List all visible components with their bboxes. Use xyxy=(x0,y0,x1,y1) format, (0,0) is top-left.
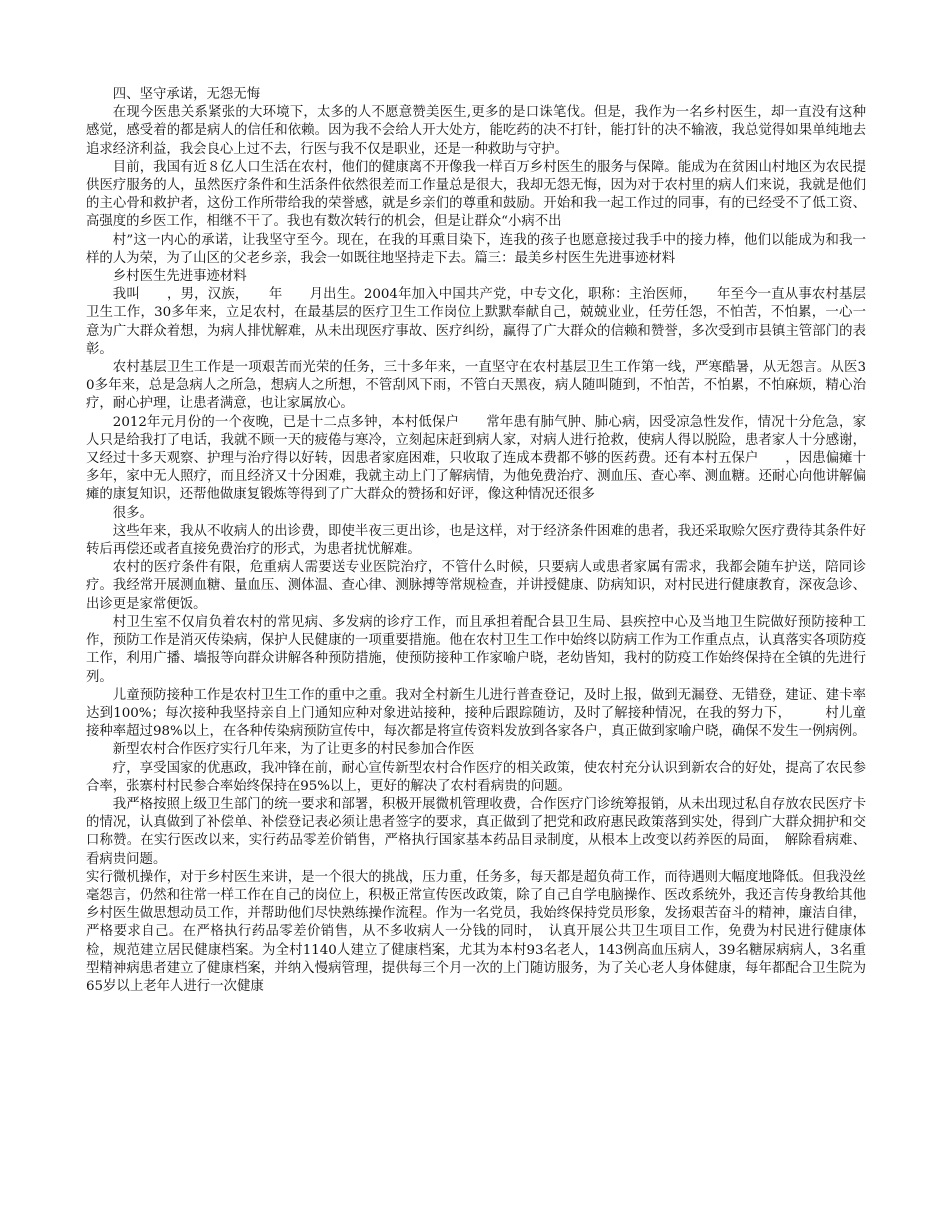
paragraph: 目前，我国有近８亿人口生活在农村，他们的健康离不开像我一样百万乡村医生的服务与保障。能成为在贫困山村地区为农民提供医疗服务的人，虽然医疗条件和生活条件依然很差而工作量总是很大，我却无怨无悔，因为对于农村里的病人们来说，我就是他们的主心骨和救护者，这份工作所带给我的荣誉感，就是乡亲们的尊重和鼓励。开始和我一起工作过的同事，有的已经受不了低工资、高强度的乡医工作，相继不干了。我也有数次转行的机会，但是让群众“小病不出 xyxy=(86,159,866,230)
paragraph: 我严格按照上级卫生部门的统一要求和部署，积极开展微机管理收费，合作医疗门诊统筹报销，从未出现过私自存放农民医疗卡的情况，认真做到了补偿单、补偿登记表必须让患者签字的要求，真正做到了把党和政府惠民政策落到实处，得到广大群众拥护和交口称赞。在实行医改以来，实行药品零差价销售，严格执行国家基本药品目录制度，从根本上改变以药养医的局面， 解除看病难、看病贵问题。 xyxy=(86,796,866,867)
paragraph: 新型农村合作医疗实行几年来，为了让更多的村民参加合作医 xyxy=(112,742,475,758)
paragraph: 农村的医疗条件有限，危重病人需要送专业医院治疗，不管什么时候，只要病人或患者家属有需求，我都会随车护送，陪同诊疗。我经常开展测血糖、量血压、测体温、查心律、测脉搏等常规检查，并讲授健康、防病知识，对村民进行健康教育，深夜急诊、出诊更是家常便饭。 xyxy=(86,560,866,612)
paragraph: 很多。 xyxy=(112,505,153,521)
paragraph: 在现今医患关系紧张的大环境下，太多的人不愿意赞美医生,更多的是口诛笔伐。但是，我作为一名乡村医生，却一直没有这种感觉，感受着的都是病人的信任和依赖。因为我不会给人开大处方，能吃药的决不打针，能打针的决不输液，我总觉得如果单纯地去追求经济利益，我会良心上过不去，行医与我不仅是职业，还是一种救助与守护。 xyxy=(86,105,866,157)
section-heading: 四、坚守承诺，无怨无悔 xyxy=(112,87,261,102)
paragraph: 我叫 ，男，汉族， 年 月出生。2004年加入中国共产党，中专文化，职称：主治医师， 年至今一直从事农村基层卫生工作，30多年来，立足农村，在最基层的医疗卫生工作岗位上默默奉献自己，兢兢业业，任劳任怨，不怕苦，不怕累，一心一意为广大群众着想，为病人排忧解难，从未出现医疗事故、医疗纠纷，赢得了广大群众的信赖和赞誉，多次受到市县镇主管部门的表彰。 xyxy=(86,287,866,357)
paragraph: 农村基层卫生工作是一项艰苦而光荣的任务，三十多年来，一直坚守在农村基层卫生工作第一线，严寒酷暑，从无怨言。从医30多年来，总是急病人之所急，想病人之所想，不管刮风下雨，不管白天黑夜，病人随叫随到，不怕苦，不怕累，不怕麻烦，精心治疗，耐心护理，让患者满意，也让家属放心。 xyxy=(86,360,866,412)
paragraph: 村卫生室不仅肩负着农村的常见病、多发病的诊疗工作，而且承担着配合县卫生局、县疾控中心及当地卫生院做好预防接种工作，预防工作是消灭传染病，保护人民健康的一项重要措施。他在农村卫生工作中始终以防病工作为工作重点点，认真落实各项防疫工作，利用广播、墙报等向群众讲解各种预防措施，使预防接种工作家喻户晓，老幼皆知，我村的防疫工作始终保持在全镇的先进行列。 xyxy=(86,614,866,685)
paragraph: 疗，享受国家的优惠政，我冲锋在前，耐心宣传新型农村合作医疗的相关政策，使农村充分认识到新农合的好处，提高了农民参合率，张寨村村民参合率始终保持在95%以上，更好的解决了农村看病贵的问题。 xyxy=(86,760,866,794)
paragraph: 村”这一内心的承诺，让我坚守至今。现在，在我的耳熏目染下，连我的孩子也愿意接过我手中的接力棒，他们以能成为和我一样的人为荣，为了山区的父老乡亲，我会一如既往地坚持走下去。篇三：最美乡村医生先进事迹材料 xyxy=(86,232,866,266)
paragraph: 2012年元月份的一个夜晚，已是十二点多钟，本村低保户 常年患有肺气肿、肺心病，因受凉急性发作，情况十分危急，家人只是给我打了电话，我就不顾一天的疲倦与寒冷，立刻起床赶到病人家，对病人进行抢救，使病人得以脱险，患者家人十分感谢，又经过十多天观察、护理与治疗得以好转，因患者家庭困难，只收取了连成本费都不够的医药费。还有本村五保户 ，因患偏瘫十多年，家中无人照疗，而且经济又十分困难，我就主动上门了解病情，为他免费治疗、测血压、查心率、测血糖。还耐心向他讲解偏瘫的康复知识，还帮他做康复锻炼等得到了广大群众的赞扬和好评，像这种情况还很多 xyxy=(86,414,866,503)
paragraph: 实行微机操作，对于乡村医生来讲，是一个很大的挑战，压力重，任务多，每天都是超负荷工作，而待遇则大幅度地降低。但我没丝毫怨言，仍然和往常一样工作在自己的岗位上，积极正常宣传医改政策，除了自己自学电脑操作、医改系统外，我还言传身教给其他乡村医生做思想动员工作，并帮助他们尽快熟练操作流程。作为一名党员，我始终保持党员形象，发扬艰苦奋斗的精神，廉洁自律，严格要求自己。在严格执行药品零差价销售，从不多收病人一分钱的同时， 认真开展公共卫生项目工作，免费为村民进行健康体检，规范建立居民健康档案。为全村1140人建立了健康档案，尤其为本村93名老人，143例高血压病人，39名糖尿病病人，3名重型精神病患者建立了健康档案，并纳入慢病管理，提供每三个月一次的上门随访服务，为了关心老人身体健康，每年都配合卫生院为65岁以上老年人进行一次健康 xyxy=(86,869,866,994)
section-heading: 乡村医生先进事迹材料 xyxy=(112,269,247,285)
paragraph: 儿童预防接种工作是农村卫生工作的重中之重。我对全村新生儿进行普查登记，及时上报，做到无漏登、无错登，建证、建卡率达到100%；每次接种我坚持亲自上门通知应种对象进站接种，接种后跟踪随访，及时了解接种情况，在我的努力下， 村儿童接种率超过98%以上，在各种传染病预防宣传中，每次都是将宣传资料发放到各家各户，真正做到家喻户晓，确保不发生一例病例。 xyxy=(86,687,866,740)
document-body xyxy=(86,86,866,996)
paragraph: 这些年来，我从不收病人的出诊费，即使半夜三更出诊，也是这样，对于经济条件困难的患者，我还采取赊欠医疗费待其条件好转后再偿还或者直接免费治疗的形式，为患者扰忧解难。 xyxy=(86,523,866,558)
